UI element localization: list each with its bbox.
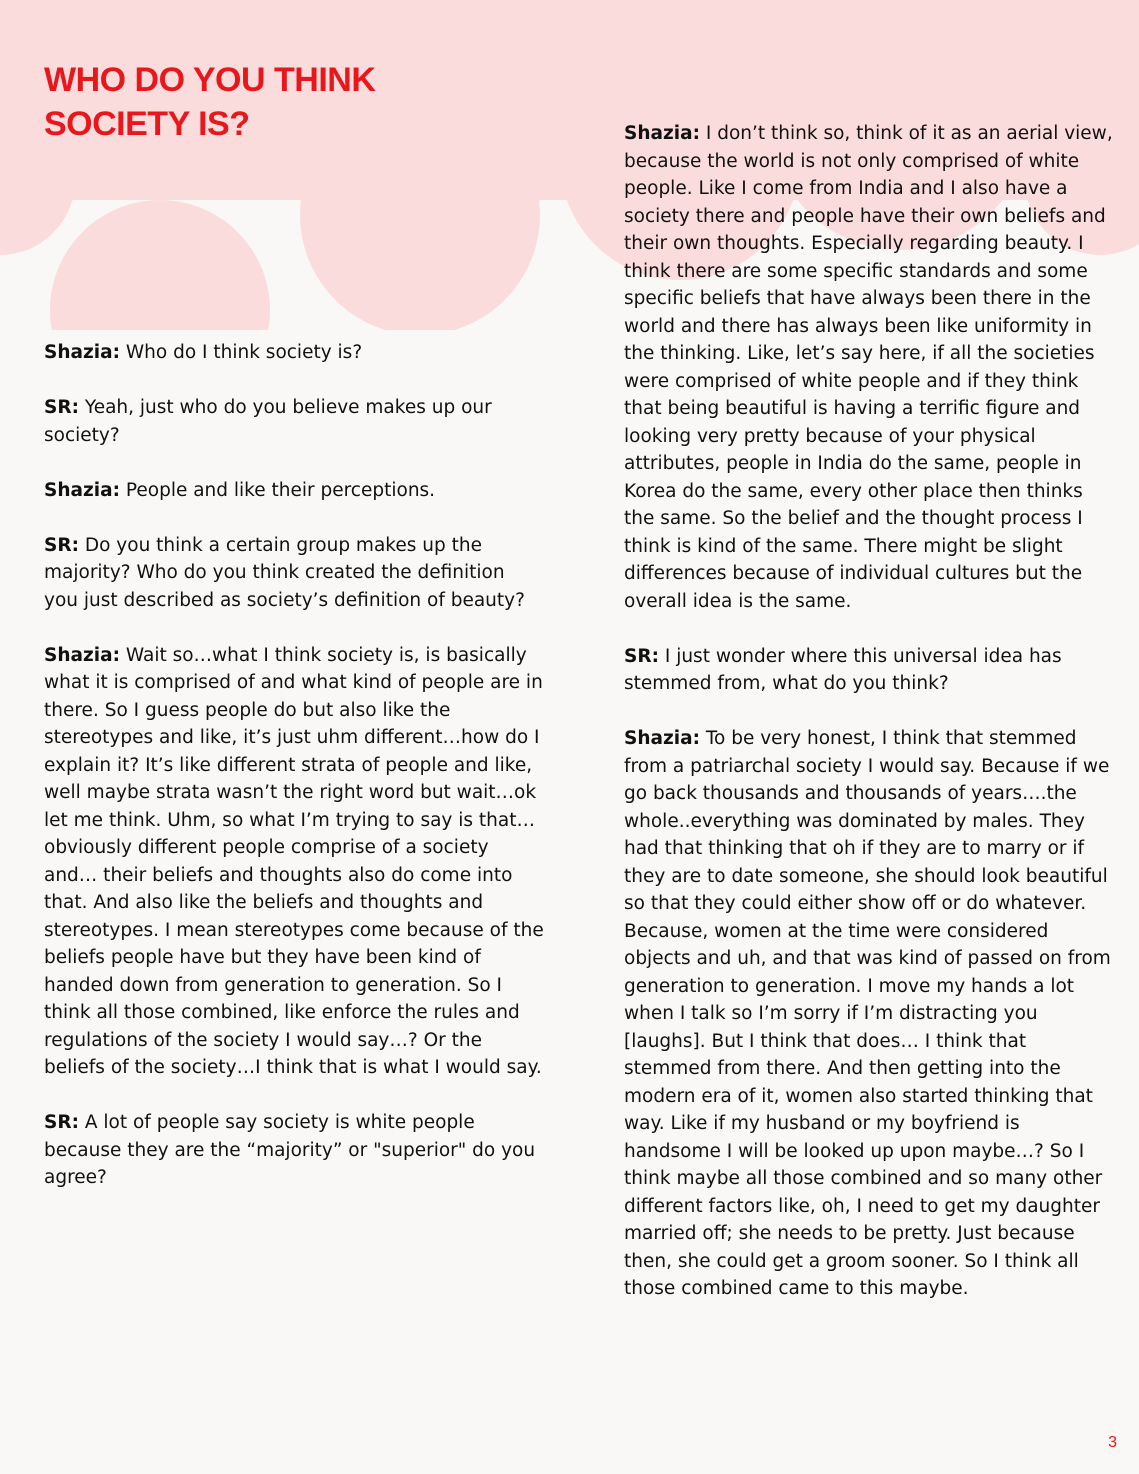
dialogue-text: A lot of people say society is white people because they are the “majority” or "superior" do you agree? [44,1112,536,1188]
dialogue-text: I just wonder where this universal idea has stemmed from, what do you think? [624,645,1062,694]
dialogue-paragraph [44,477,544,505]
dialogue-paragraph [44,642,544,1082]
speaker-label: Shazia: [44,342,120,363]
speaker-label: SR: [44,1112,79,1133]
dialogue-paragraph [624,120,1118,615]
right-column [624,120,1118,1330]
dialogue-text: I don’t think so, think of it as an aerial view, because the world is not only comprised of white people. Like I come from India and I also have a society there and people have their own beliefs and their own thoughts. Especially regarding beauty. I think there are some specific standards and some specific beliefs that have always been there in the world and there has always been like uniformity in the thinking. Like, let’s say here, if all the societies were comprised of white people and if they think that being beautiful is having a terrific figure and looking very pretty because of your physical attributes, people in India do the same, people in Korea do the same, every other place then thinks the same. So the belief and the thought process I think is kind of the same. There might be slight differences because of individual cultures but the overall idea is the same. [624,123,1113,612]
dialogue-paragraph [624,643,1118,698]
speaker-label: Shazia: [44,644,120,666]
speaker-label: Shazia: [44,479,120,501]
dialogue-paragraph [44,394,544,449]
speaker-label: SR: [44,397,79,418]
speaker-label: SR: [44,534,79,556]
dialogue-paragraph [44,1109,544,1192]
page-number: 3 [1108,1434,1117,1451]
page-title: WHO DO YOU THINK SOCIETY IS? [44,61,376,143]
speaker-label: Shazia: [624,728,700,749]
dialogue-paragraph [624,725,1118,1303]
left-column [44,339,544,1219]
speaker-label: Shazia: [624,123,700,144]
dialogue-text: To be very honest, I think that stemmed from a patriarchal society I would say. Because if we go back thousands and thousands of years….the whole..everything was dominated by males. They had that thinking that oh if they are to marry or if they are to date someone, she should look beautiful so that they could either show off or do whatever. Because, women at the time were considered objects and uh, and that was kind of passed on from generation to generation. I move my hands a lot when I talk so I’m sorry if I’m distracting you [laughs]. But I think that does… I think that stemmed from there. And then getting into the modern era of it, women also started thinking that way. Like if my husband or my boyfriend is handsome I will be looked up upon maybe…? So I think maybe all those combined and so many other different factors like, oh, I need to get my daughter married off; she needs to be pretty. Just because then, she could get a groom sooner. So I think all those combined came to this maybe. [624,728,1111,1299]
dialogue-text: Who do I think society is? [125,342,363,363]
dialogue-paragraph [44,532,544,615]
dialogue-paragraph [44,339,544,367]
dialogue-text: Wait so…what I think society is, is basically what it is comprised of and what kind of people are in there. So I guess people do but also like the stereotypes and like, it’s just uhm different…how do I explain it? It’s like different strata of people and like, well maybe strata wasn’t the right word but wait…ok let me think. Uhm, so what I’m trying to say is that…obviously different people comprise of a society and… their beliefs and thoughts also do come into that. And also like the beliefs and thoughts and stereotypes. I mean stereotypes come because of the beliefs people have but they have been kind of handed down from generation to generation. So I think all those combined, like enforce the rules and regulations of the society I would say…? Or the beliefs of the society…I think that is what I would say. [44,644,544,1078]
speaker-label: SR: [624,645,659,667]
dialogue-text: Do you think a certain group makes up the majority? Who do you think created the definition you just described as society’s definition of beauty? [44,534,525,611]
dialogue-text: Yeah, just who do you believe makes up our society? [44,397,492,446]
dialogue-text: People and like their perceptions. [125,479,436,501]
